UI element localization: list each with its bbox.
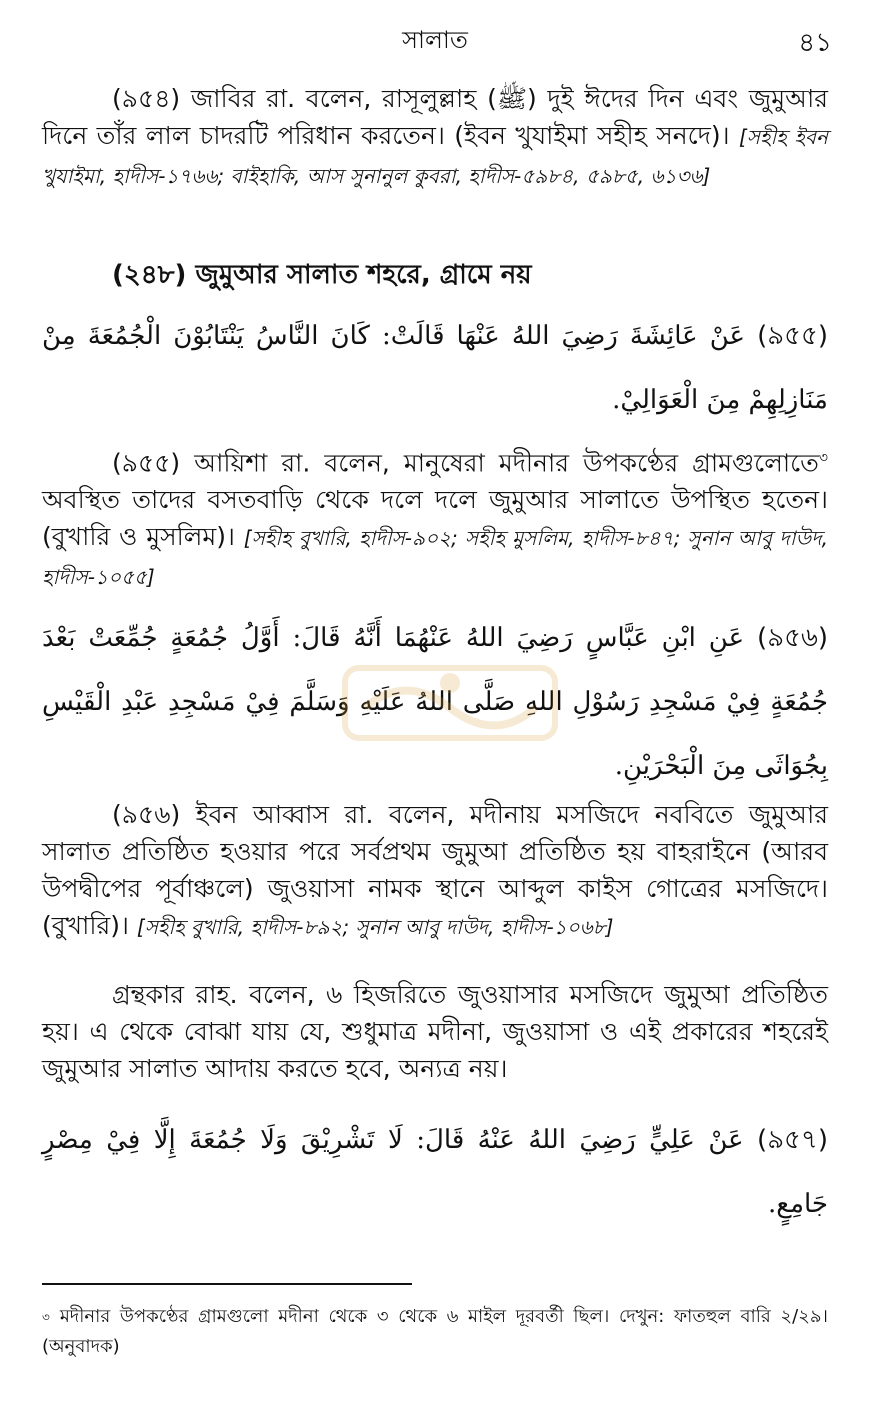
arabic-957 [42, 1108, 828, 1236]
arabic-957-text: عَنْ عَلِيٍّ رَضِيَ اللهُ عَنْهُ قَالَ: لَا تَشْرِيْقَ وَلَا جُمُعَةَ إِلَّا فِيْ مِصْرٍ جَامِعٍ. [42, 1125, 828, 1219]
hadith-954-text: (৯৫৪) জাবির রা. বলেন, রাসূলুল্লাহ (ﷺ) দুই ঈদের দিন এবং জুমুআর দিনে তাঁর লাল চাদরটি পরিধান করতেন। (ইবন খুযাইমা সহীহ সনদে)। [42, 84, 828, 150]
page-number: ৪১ [798, 28, 832, 58]
hadith-956 [42, 796, 828, 946]
arabic-956-number: (৯৫৬) [757, 623, 829, 653]
arabic-955-text: عَنْ عَائِشَةَ رَضِيَ اللهُ عَنْهَا قَالَتْ: كَانَ النَّاسُ يَنْتَابُوْنَ الْجُمُعَةَ مِنْ مَنَازِلِهِمْ مِنَ الْعَوَالِيْ. [42, 321, 828, 415]
footnote-number: ৩ [42, 1310, 50, 1324]
author-note-paragraph [42, 976, 828, 1087]
hadith-954-paragraph [42, 80, 828, 195]
hadith-955-text: (৯৫৫) আয়িশা রা. বলেন, মানুষেরা মদীনার উপকণ্ঠের গ্রামগুলোতে [112, 448, 819, 478]
hadith-955 [42, 440, 828, 596]
running-head [0, 22, 870, 62]
footnote [42, 1302, 828, 1362]
hadith-954-reference: [সহীহ ইবন খুযাইমা, হাদীস-১৭৬৬; বাইহাকি, আস সুনানুল কুবরা, হাদীস-৫৯৮৪, ৫৯৮৫, ৬১৩৬] [42, 125, 828, 188]
hadith-955-paragraph [42, 440, 828, 596]
arabic-955 [42, 304, 828, 432]
footnote-mark: ৩ [818, 450, 829, 466]
author-note-text: গ্রন্থকার রাহ. বলেন, ৬ হিজরিতে জুওয়াসার মসজিদে জুমুআ প্রতিষ্ঠিত হয়। এ থেকে বোঝা যায় যে, শুধুমাত্র মদীনা, জুওয়াসা ও এই প্রকারের শহরেই জুমুআর সালাত আদায় করতে হবে, অন্যত্র নয়। [42, 980, 828, 1083]
hadith-955-text-continued: অবস্থিত তাদের বসতবাড়ি থেকে দলে দলে জুমুআর সালাতে উপস্থিত হতেন। (বুখারি ও মুসলিম)। [42, 485, 828, 552]
arabic-957-number: (৯৫৭) [757, 1125, 828, 1155]
arabic-955-number: (৯৫৫) [757, 321, 828, 351]
hadith-956-text: (৯৫৬) ইবন আব্বাস রা. বলেন, মদীনায় মসজিদে নববিতে জুমুআর সালাত প্রতিষ্ঠিত হওয়ার পরে সর্বপ্রথম জুমুআ প্রতিষ্ঠিত হয় বাহরাইনে (আরব উপদ্বীপের পূর্বাঞ্চলে) জুওয়াসা নামক স্থানে আব্দুল কাইস গোত্রের মসজিদে। (বুখারি)। [42, 800, 828, 940]
hadith-956-paragraph [42, 796, 828, 946]
chapter-heading [42, 256, 828, 294]
hadith-955-reference: [সহীহ বুখারি, হাদীস-৯০২; সহীহ মুসলিম, হাদীস-৮৪৭; সুনান আবু দাউদ, হাদীস-১০৫৫] [42, 526, 829, 590]
running-title: সালাত [402, 26, 468, 54]
arabic-955-paragraph [42, 304, 828, 432]
author-note [42, 976, 828, 1087]
footnote-text: মদীনার উপকণ্ঠের গ্রামগুলো মদীনা থেকে ৩ থেকে ৬ মাইল দূরবর্তী ছিল। দেখুন: ফাতহুল বারি ২/২৯। (অনুবাদক) [42, 1306, 828, 1357]
footnote-rule [42, 1283, 412, 1285]
arabic-957-paragraph [42, 1108, 828, 1236]
arabic-956-text: عَنِ ابْنِ عَبَّاسٍ رَضِيَ اللهُ عَنْهُمَا أَنَّهُ قَالَ: أَوَّلُ جُمُعَةٍ جُمِّعَتْ بَعْدَ جُمُعَةٍ فِيْ مَسْجِدِ رَسُوْلِ اللهِ صَلَّى اللهُ عَلَيْهِ وَسَلَّمَ فِيْ مَسْجِدِ عَبْدِ الْقَيْسِ بِجُوَاثَى مِنَ الْبَحْرَيْنِ. [42, 623, 828, 781]
watermark-logo [325, 648, 575, 768]
chapter-title: (২৪৮) জুমুআর সালাত শহরে, গ্রামে নয় [112, 260, 532, 290]
hadith-956-reference: [সহীহ বুখারি, হাদীস-৮৯২; সুনান আবু দাউদ, হাদীস-১০৬৮] [136, 915, 614, 939]
hadith-954 [42, 80, 828, 195]
